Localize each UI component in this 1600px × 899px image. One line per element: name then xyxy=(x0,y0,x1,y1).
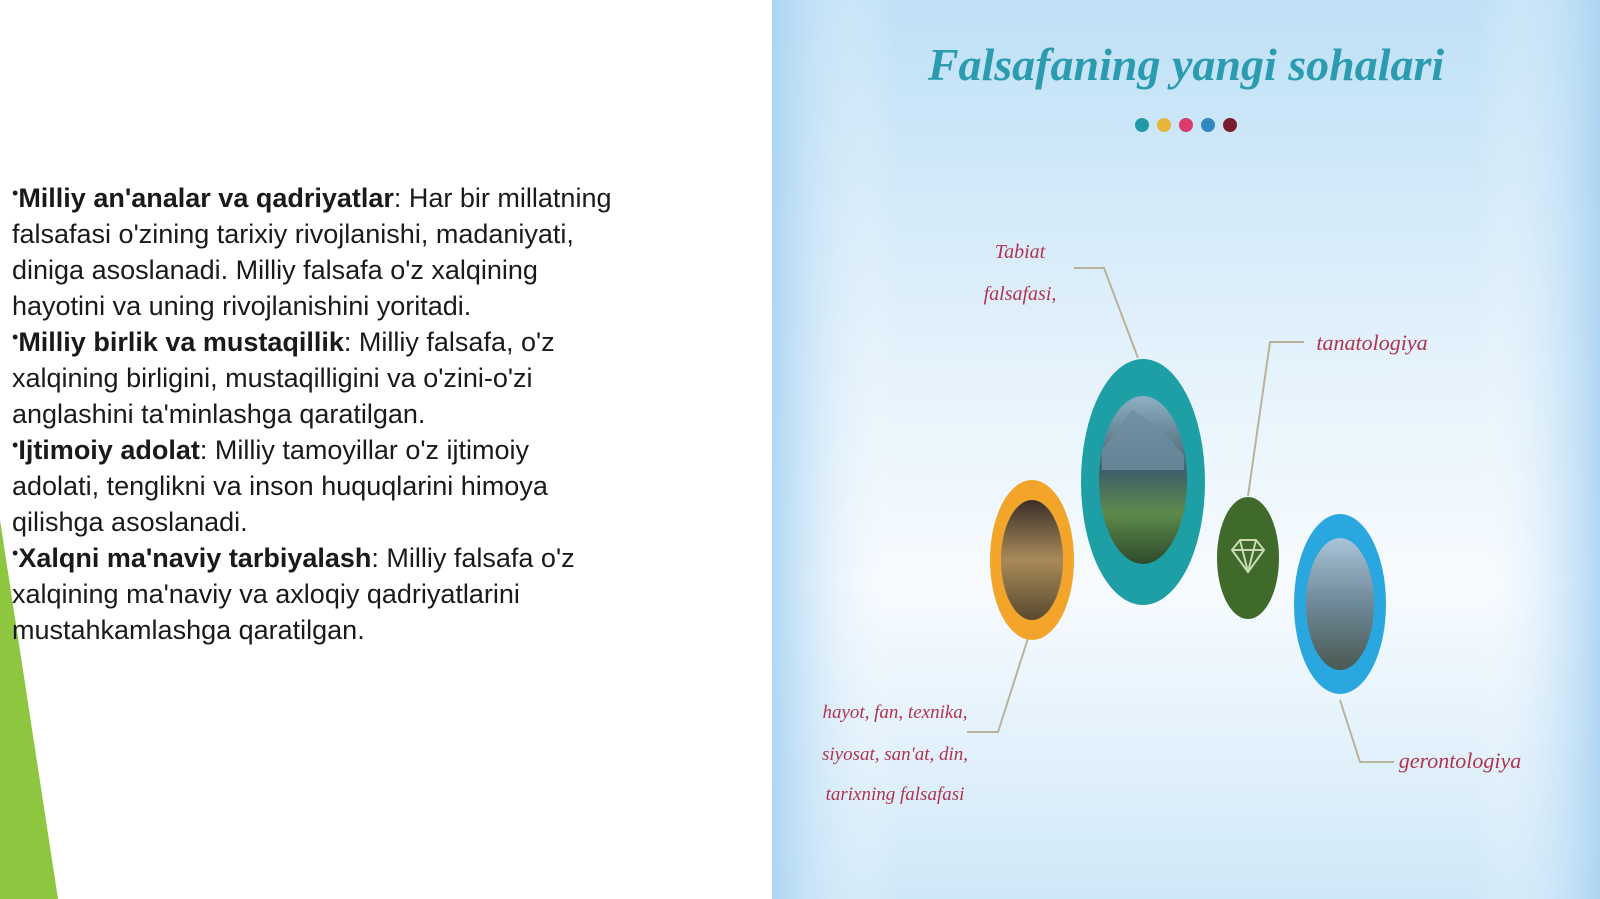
orange-circle xyxy=(990,480,1074,640)
bullet-list xyxy=(12,180,612,648)
label-top-left-line2: falsafasi, xyxy=(983,283,1057,305)
bullet-item xyxy=(12,324,612,432)
bullet-symbol: • xyxy=(12,327,19,347)
bullet-item xyxy=(12,540,612,648)
title-dot-3 xyxy=(1179,118,1193,132)
label-right-top: tanatologiya xyxy=(1316,330,1428,355)
bullet-item xyxy=(12,432,612,540)
bullet-text: : Milliy tamoyillar o'z ijtimoiy adolati, tenglikni va inson huquqlarini himoya qilishga asoslanadi. xyxy=(12,435,548,537)
blue-circle xyxy=(1294,514,1386,694)
label-top-left-line1: Tabiat xyxy=(994,241,1046,263)
label-bottom-left-line3: tarixning falsafasi xyxy=(825,784,965,805)
bullet-term: Ijtimoiy adolat xyxy=(18,435,200,465)
label-bottom-left-line2: siyosat, san'at, din, xyxy=(821,744,969,765)
bullet-text: : Har bir millatning falsafasi o'zining tarixiy rivojlanishi, madaniyati, diniga asoslanadi. Milliy falsafa o'z xalqining hayotini va uning rivojlanishini yoritadi. xyxy=(12,183,612,321)
teal-circle xyxy=(1081,359,1205,605)
bullet-symbol: • xyxy=(12,435,19,455)
label-bottom-left-line1: hayot, fan, texnika, xyxy=(822,702,968,723)
bullet-symbol: • xyxy=(12,183,19,203)
title-dot-1 xyxy=(1135,118,1149,132)
bullet-term: Milliy birlik va mustaqillik xyxy=(18,327,344,357)
bullet-term: Milliy an'analar va qadriyatlar xyxy=(18,183,394,213)
label-right-bottom: gerontologiya xyxy=(1398,748,1522,773)
title-dot-4 xyxy=(1201,118,1215,132)
bullet-symbol: • xyxy=(12,543,19,563)
bullet-term: Xalqni ma'naviy tarbiyalash xyxy=(18,543,372,573)
bullet-text: : Milliy falsafa o'z xalqining ma'naviy va axloqiy qadriyatlarini mustahkamlashga qaratilgan. xyxy=(12,543,575,645)
picture-title: Falsafaning yangi sohalari xyxy=(927,39,1445,90)
bullet-item xyxy=(12,180,612,324)
title-dot-5 xyxy=(1223,118,1237,132)
bullet-text: : Milliy falsafa, o'z xalqining birligini, mustaqilligini va o'zini-o'zi anglashini ta'minlashga qaratilgan. xyxy=(12,327,555,429)
title-dot-2 xyxy=(1157,118,1171,132)
dark-green-circle xyxy=(1217,497,1279,619)
infographic-picture xyxy=(772,0,1600,899)
